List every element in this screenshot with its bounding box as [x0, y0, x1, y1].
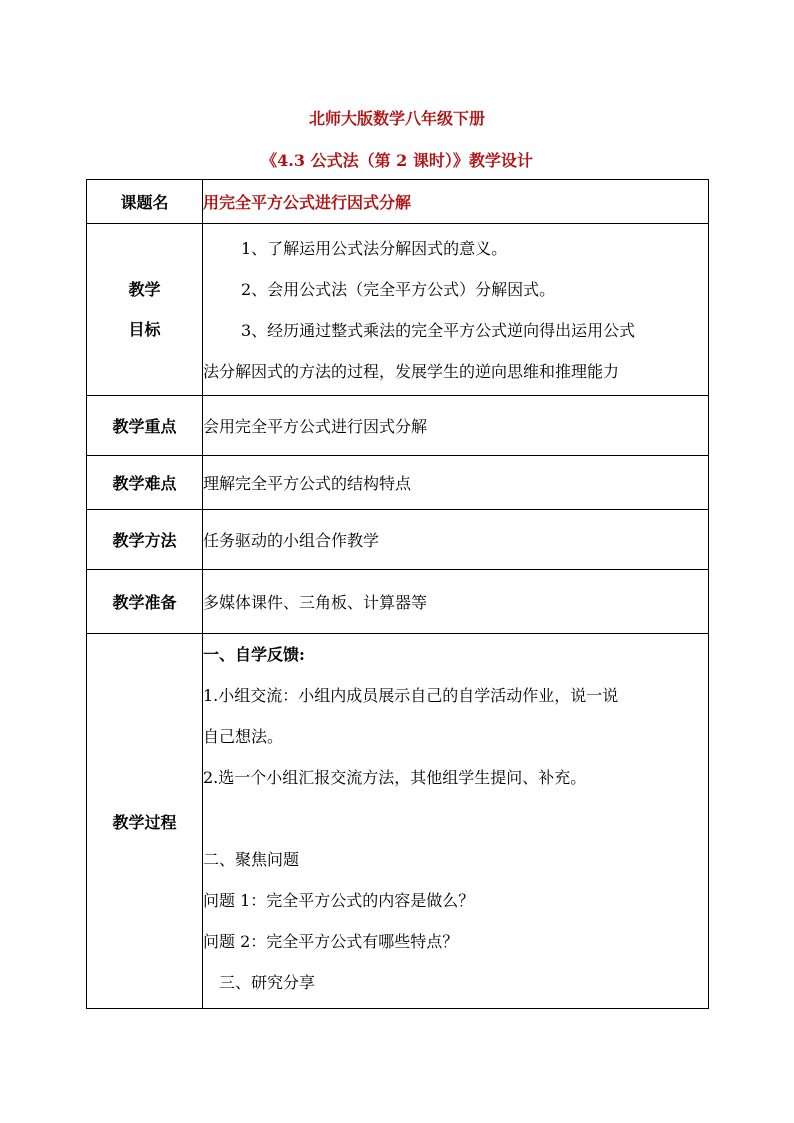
- table-row: [87, 510, 709, 570]
- spacer: [203, 798, 708, 839]
- table-row: [87, 456, 709, 510]
- paragraph: 1.小组交流：小组内成员展示自己的自学活动作业，说一说: [203, 686, 619, 705]
- goal-item: 3、经历通过整式乘法的完全平方公式逆向得出运用公式: [241, 320, 636, 340]
- table-row: [87, 224, 709, 396]
- document-title: 北师大版数学八年级下册: [308, 109, 485, 128]
- goals-label: [87, 224, 203, 396]
- method-label: 教学方法: [87, 510, 203, 570]
- lesson-plan-table: [86, 179, 709, 1009]
- preparation-value: 多媒体课件、三角板、计算器等: [203, 570, 709, 634]
- difficulty-value: 理解完全平方公式的结构特点: [203, 456, 709, 510]
- key-point-label: 教学重点: [87, 396, 203, 456]
- table-row: [87, 396, 709, 456]
- topic-value: 用完全平方公式进行因式分解: [203, 180, 709, 224]
- process-content: [203, 634, 709, 1009]
- section-heading: 一、自学反馈:: [203, 645, 305, 664]
- method-value: 任务驱动的小组合作教学: [203, 510, 709, 570]
- goals-label-line: 教学: [128, 279, 161, 299]
- table-row: [87, 570, 709, 634]
- preparation-label: 教学准备: [87, 570, 203, 634]
- difficulty-label: 教学难点: [87, 456, 203, 510]
- key-point-value: 会用完全平方公式进行因式分解: [203, 396, 709, 456]
- table-row: [87, 180, 709, 224]
- goal-item: 2、会用公式法（完全平方公式）分解因式。: [241, 279, 556, 299]
- table-row: [87, 634, 709, 1009]
- section-heading: 三、研究分享: [203, 973, 316, 992]
- paragraph: 2.选一个小组汇报交流方法，其他组学生提问、补充。: [203, 768, 587, 787]
- section-heading: 二、聚焦问题: [203, 850, 300, 869]
- goal-item: 1、了解运用公式法分解因式的意义。: [241, 238, 508, 258]
- process-label: 教学过程: [87, 634, 203, 1009]
- goal-item: 法分解因式的方法的过程，发展学生的逆向思维和推理能力: [203, 361, 620, 381]
- goals-label-line: 目标: [128, 319, 161, 339]
- topic-label: 课题名: [87, 180, 203, 224]
- question-item: 问题 1：完全平方公式的内容是做么？: [203, 891, 475, 910]
- paragraph: 自己想法。: [203, 727, 284, 746]
- document-subtitle: 《4.3 公式法（第 2 课时）》教学设计: [261, 151, 533, 170]
- goals-content: [203, 224, 709, 396]
- question-item: 问题 2：完全平方公式有哪些特点？: [203, 932, 459, 951]
